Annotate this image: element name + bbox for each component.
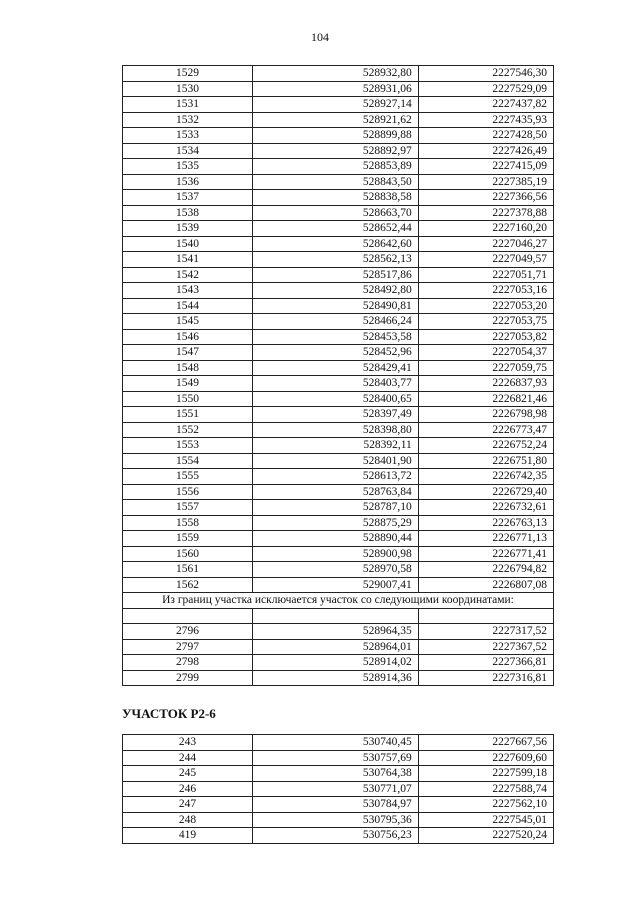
point-number-cell: 1538: [123, 205, 253, 221]
y-coordinate-cell: 2227046,27: [418, 236, 553, 252]
table-row: [123, 97, 554, 113]
y-coordinate-cell: 2227366,56: [418, 190, 553, 206]
point-number-cell: 1547: [123, 345, 253, 361]
point-number-cell: 1541: [123, 252, 253, 268]
y-coordinate-cell: 2227385,19: [418, 174, 553, 190]
point-number-cell: 1555: [123, 469, 253, 485]
point-number-cell: 1560: [123, 546, 253, 562]
y-coordinate-cell: 2227609,60: [418, 750, 553, 766]
table-row: [123, 360, 554, 376]
table-row: [123, 267, 554, 283]
x-coordinate-cell: 528970,58: [253, 562, 419, 578]
point-number-cell: 244: [123, 750, 253, 766]
table-row: [123, 81, 554, 97]
table-row: [123, 298, 554, 314]
x-coordinate-cell: 528663,70: [253, 205, 419, 221]
y-coordinate-cell: 2226732,61: [418, 500, 553, 516]
y-coordinate-cell: 2227054,37: [418, 345, 553, 361]
point-number-cell: 1551: [123, 407, 253, 423]
x-coordinate-cell: 528964,01: [253, 639, 419, 655]
x-coordinate-cell: 528452,96: [253, 345, 419, 361]
y-coordinate-cell: 2226807,08: [418, 577, 553, 593]
x-coordinate-cell: 528429,41: [253, 360, 419, 376]
section-heading: УЧАСТОК Р2-6: [122, 706, 216, 721]
table-row: [123, 438, 554, 454]
table-row: [123, 750, 554, 766]
y-coordinate-cell: 2226771,41: [418, 546, 553, 562]
y-coordinate-cell: 2226837,93: [418, 376, 553, 392]
point-number-cell: 1550: [123, 391, 253, 407]
x-coordinate-cell: 528875,29: [253, 515, 419, 531]
x-coordinate-cell: 530764,38: [253, 766, 419, 782]
x-coordinate-cell: 528397,49: [253, 407, 419, 423]
y-coordinate-cell: 2227428,50: [418, 128, 553, 144]
table-row: [123, 562, 554, 578]
table-row: [123, 828, 554, 844]
y-coordinate-cell: 2227160,20: [418, 221, 553, 237]
x-coordinate-cell: 528492,80: [253, 283, 419, 299]
point-number-cell: 1536: [123, 174, 253, 190]
y-coordinate-cell: 2227366,81: [418, 655, 553, 671]
x-coordinate-cell: 530795,36: [253, 812, 419, 828]
point-number-cell: 2797: [123, 639, 253, 655]
point-number-cell: 1543: [123, 283, 253, 299]
table-row: [123, 453, 554, 469]
point-number-cell: 1542: [123, 267, 253, 283]
point-number-cell: 1545: [123, 314, 253, 330]
table-row: [123, 376, 554, 392]
x-coordinate-cell: 528927,14: [253, 97, 419, 113]
x-coordinate-cell: 528899,88: [253, 128, 419, 144]
table-row: [123, 143, 554, 159]
y-coordinate-cell: 2227529,09: [418, 81, 553, 97]
y-coordinate-cell: 2226729,40: [418, 484, 553, 500]
point-number-cell: 1553: [123, 438, 253, 454]
table-row: [123, 128, 554, 144]
point-number-cell: 2798: [123, 655, 253, 671]
table-row: [123, 159, 554, 175]
point-number-cell: 1549: [123, 376, 253, 392]
point-number-cell: 1535: [123, 159, 253, 175]
table-row: [123, 66, 554, 82]
y-coordinate-cell: 2226773,47: [418, 422, 553, 438]
y-coordinate-cell: 2227053,20: [418, 298, 553, 314]
table-row: [123, 422, 554, 438]
y-coordinate-cell: 2227051,71: [418, 267, 553, 283]
x-coordinate-cell: 528400,65: [253, 391, 419, 407]
table-row: [123, 655, 554, 671]
table-row: [123, 469, 554, 485]
x-coordinate-cell: 528398,80: [253, 422, 419, 438]
point-number-cell: 1530: [123, 81, 253, 97]
x-coordinate-cell: 530771,07: [253, 781, 419, 797]
spacer-row: [123, 608, 554, 624]
x-coordinate-cell: 530784,97: [253, 797, 419, 813]
x-coordinate-cell: 528401,90: [253, 453, 419, 469]
point-number-cell: 1546: [123, 329, 253, 345]
table-row: [123, 112, 554, 128]
y-coordinate-cell: 2227053,16: [418, 283, 553, 299]
y-coordinate-cell: 2227546,30: [418, 66, 553, 82]
point-number-cell: 1557: [123, 500, 253, 516]
y-coordinate-cell: 2226798,98: [418, 407, 553, 423]
table-row: [123, 236, 554, 252]
table-row: [123, 190, 554, 206]
table-row: [123, 205, 554, 221]
y-coordinate-cell: 2227520,24: [418, 828, 553, 844]
y-coordinate-cell: 2227545,01: [418, 812, 553, 828]
x-coordinate-cell: 528843,50: [253, 174, 419, 190]
point-number-cell: 1548: [123, 360, 253, 376]
point-number-cell: 1539: [123, 221, 253, 237]
x-coordinate-cell: 530756,23: [253, 828, 419, 844]
point-number-cell: 1540: [123, 236, 253, 252]
y-coordinate-cell: 2227367,52: [418, 639, 553, 655]
y-coordinate-cell: 2227426,49: [418, 143, 553, 159]
y-coordinate-cell: 2227437,82: [418, 97, 553, 113]
x-coordinate-cell: 529007,41: [253, 577, 419, 593]
table-row: [123, 221, 554, 237]
x-coordinate-cell: 528914,36: [253, 670, 419, 686]
x-coordinate-cell: 528453,58: [253, 329, 419, 345]
point-number-cell: 2796: [123, 624, 253, 640]
y-coordinate-cell: 2227049,57: [418, 252, 553, 268]
x-coordinate-cell: 528892,97: [253, 143, 419, 159]
point-number-cell: 1561: [123, 562, 253, 578]
point-number-cell: 1559: [123, 531, 253, 547]
x-coordinate-cell: 528787,10: [253, 500, 419, 516]
y-coordinate-cell: 2227588,74: [418, 781, 553, 797]
point-number-cell: 419: [123, 828, 253, 844]
table-row: [123, 797, 554, 813]
spacer-cell: [418, 608, 553, 624]
point-number-cell: 1554: [123, 453, 253, 469]
x-coordinate-cell: 528890,44: [253, 531, 419, 547]
y-coordinate-cell: 2226751,80: [418, 453, 553, 469]
point-number-cell: 1537: [123, 190, 253, 206]
x-coordinate-cell: 528838,58: [253, 190, 419, 206]
point-number-cell: 1558: [123, 515, 253, 531]
x-coordinate-cell: 528853,89: [253, 159, 419, 175]
table-row: [123, 329, 554, 345]
point-number-cell: 246: [123, 781, 253, 797]
y-coordinate-cell: 2226763,13: [418, 515, 553, 531]
table-row: [123, 407, 554, 423]
table-row: [123, 252, 554, 268]
y-coordinate-cell: 2227435,93: [418, 112, 553, 128]
y-coordinate-cell: 2227053,82: [418, 329, 553, 345]
spacer-cell: [253, 608, 419, 624]
point-number-cell: 1544: [123, 298, 253, 314]
x-coordinate-cell: 528403,77: [253, 376, 419, 392]
y-coordinate-cell: 2227599,18: [418, 766, 553, 782]
table-row: [123, 624, 554, 640]
point-number-cell: 1556: [123, 484, 253, 500]
table-row: [123, 345, 554, 361]
table-row: [123, 735, 554, 751]
table-row: [123, 515, 554, 531]
x-coordinate-cell: 528392,11: [253, 438, 419, 454]
page-number: 104: [311, 30, 329, 44]
x-coordinate-cell: 528642,60: [253, 236, 419, 252]
x-coordinate-cell: 530757,69: [253, 750, 419, 766]
y-coordinate-cell: 2226794,82: [418, 562, 553, 578]
point-number-cell: 248: [123, 812, 253, 828]
x-coordinate-cell: 528517,86: [253, 267, 419, 283]
x-coordinate-cell: 528562,13: [253, 252, 419, 268]
x-coordinate-cell: 528613,72: [253, 469, 419, 485]
x-coordinate-cell: 528914,02: [253, 655, 419, 671]
table-row: [123, 531, 554, 547]
y-coordinate-cell: 2227316,81: [418, 670, 553, 686]
point-number-cell: 1531: [123, 97, 253, 113]
point-number-cell: 1534: [123, 143, 253, 159]
coordinates-table-r2-6: [122, 734, 554, 844]
x-coordinate-cell: 528931,06: [253, 81, 419, 97]
table-row: [123, 766, 554, 782]
table-row: [123, 174, 554, 190]
coordinates-table: [122, 65, 554, 686]
point-number-cell: 1552: [123, 422, 253, 438]
y-coordinate-cell: 2226752,24: [418, 438, 553, 454]
y-coordinate-cell: 2227562,10: [418, 797, 553, 813]
exclusion-note: Из границ участка исключается участок со следующими координатами:: [123, 593, 554, 609]
y-coordinate-cell: 2227378,88: [418, 205, 553, 221]
y-coordinate-cell: 2227667,56: [418, 735, 553, 751]
table-row: [123, 484, 554, 500]
table-row: [123, 577, 554, 593]
y-coordinate-cell: 2226742,35: [418, 469, 553, 485]
y-coordinate-cell: 2227415,09: [418, 159, 553, 175]
y-coordinate-cell: 2227059,75: [418, 360, 553, 376]
point-number-cell: 247: [123, 797, 253, 813]
table-row: [123, 283, 554, 299]
x-coordinate-cell: 530740,45: [253, 735, 419, 751]
table-row: [123, 639, 554, 655]
x-coordinate-cell: 528932,80: [253, 66, 419, 82]
table-row: [123, 546, 554, 562]
x-coordinate-cell: 528900,98: [253, 546, 419, 562]
point-number-cell: 1529: [123, 66, 253, 82]
y-coordinate-cell: 2226771,13: [418, 531, 553, 547]
x-coordinate-cell: 528490,81: [253, 298, 419, 314]
table-row: [123, 812, 554, 828]
point-number-cell: 1533: [123, 128, 253, 144]
spacer-cell: [123, 608, 253, 624]
x-coordinate-cell: 528964,35: [253, 624, 419, 640]
point-number-cell: 1562: [123, 577, 253, 593]
table-row: [123, 500, 554, 516]
x-coordinate-cell: 528652,44: [253, 221, 419, 237]
y-coordinate-cell: 2227317,52: [418, 624, 553, 640]
point-number-cell: 243: [123, 735, 253, 751]
point-number-cell: 1532: [123, 112, 253, 128]
exclusion-note-row: [123, 593, 554, 609]
y-coordinate-cell: 2226821,46: [418, 391, 553, 407]
x-coordinate-cell: 528921,62: [253, 112, 419, 128]
point-number-cell: 245: [123, 766, 253, 782]
x-coordinate-cell: 528763,84: [253, 484, 419, 500]
point-number-cell: 2799: [123, 670, 253, 686]
table-row: [123, 391, 554, 407]
table-row: [123, 314, 554, 330]
table-row: [123, 781, 554, 797]
y-coordinate-cell: 2227053,75: [418, 314, 553, 330]
x-coordinate-cell: 528466,24: [253, 314, 419, 330]
table-row: [123, 670, 554, 686]
